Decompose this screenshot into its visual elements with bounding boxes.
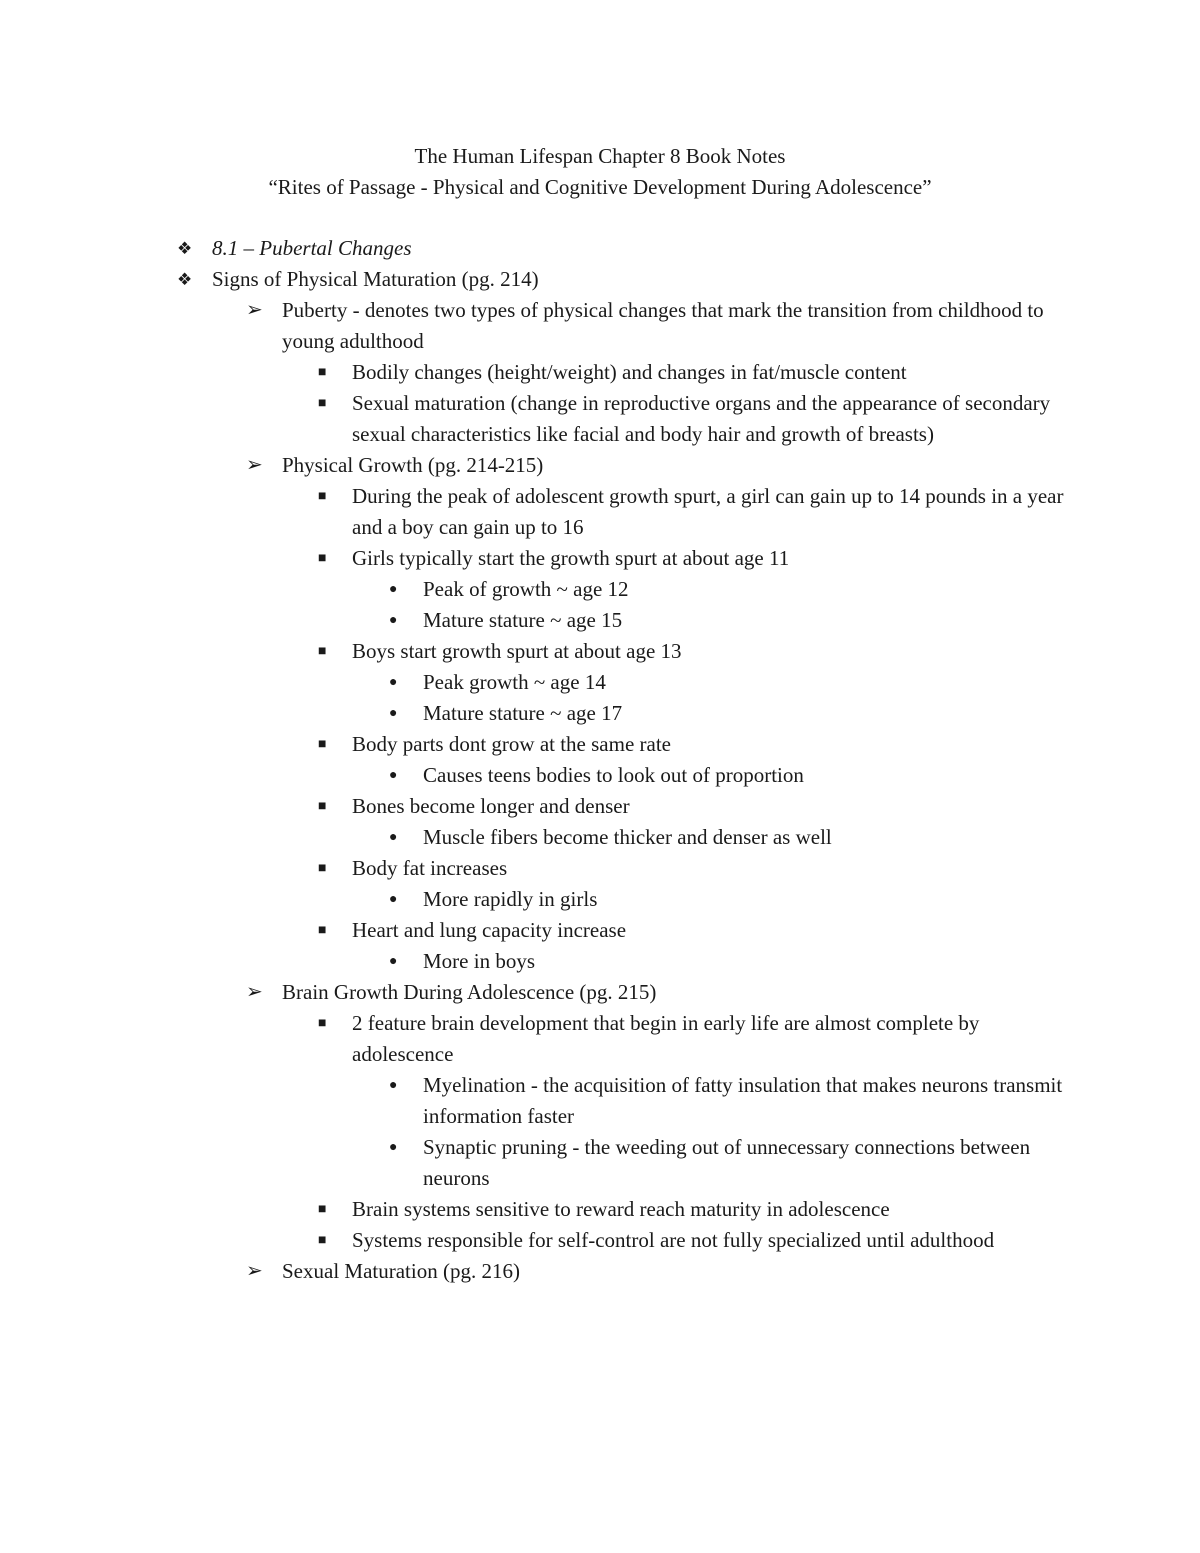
- diamond-icon: ❖: [177, 270, 193, 289]
- outline-item-text: 8.1 – Pubertal Changes: [212, 236, 412, 260]
- outline-item: [0, 450, 1200, 481]
- outline-item: [0, 1070, 1200, 1132]
- outline-item-text: During the peak of adolescent growth spurt, a girl can gain up to 14 pounds in a year and a boy can gain up to 16: [352, 484, 1064, 539]
- square-icon: ■: [318, 489, 327, 504]
- outline-item: [0, 543, 1200, 574]
- outline-item: [0, 605, 1200, 636]
- outline-item-text: Puberty - denotes two types of physical changes that mark the transition from childhood to young adulthood: [282, 298, 1044, 353]
- round-icon: ●: [389, 954, 398, 969]
- outline-item-text: Heart and lung capacity increase: [352, 918, 627, 942]
- outline-item: [0, 481, 1200, 543]
- outline-item-text: Body fat increases: [352, 856, 508, 880]
- document-title: [0, 141, 1200, 203]
- outline-item: [0, 1008, 1200, 1070]
- outline-item: [0, 1194, 1200, 1225]
- outline-item-text: Body parts dont grow at the same rate: [352, 732, 671, 756]
- arrow-icon: ➢: [246, 454, 263, 476]
- outline-item: [0, 574, 1200, 605]
- square-icon: ■: [318, 396, 327, 411]
- outline-item-text: Peak growth ~ age 14: [423, 670, 606, 694]
- outline-item-text: Bones become longer and denser: [352, 794, 630, 818]
- outline-item-text: Physical Growth (pg. 214-215): [282, 453, 544, 477]
- outline-item-text: More rapidly in girls: [423, 887, 598, 911]
- outline-item-text: Brain Growth During Adolescence (pg. 215): [282, 980, 657, 1004]
- square-icon: ■: [318, 861, 327, 876]
- outline-item: [0, 853, 1200, 884]
- outline-item-text: More in boys: [423, 949, 535, 973]
- outline-item: [0, 295, 1200, 357]
- arrow-icon: ➢: [246, 1260, 263, 1282]
- outline-item-text: Sexual maturation (change in reproductive organs and the appearance of secondary sexual characteristics like facial and body hair and growth of breasts): [352, 391, 1051, 446]
- outline-item: [0, 729, 1200, 760]
- outline-item: [0, 946, 1200, 977]
- outline-item: [0, 1132, 1200, 1194]
- square-icon: ■: [318, 1202, 327, 1217]
- square-icon: ■: [318, 1016, 327, 1031]
- outline-item: [0, 884, 1200, 915]
- arrow-icon: ➢: [246, 299, 263, 321]
- outline-item-text: Signs of Physical Maturation (pg. 214): [212, 267, 539, 291]
- outline-item: [0, 698, 1200, 729]
- outline-item-text: Mature stature ~ age 15: [423, 608, 623, 632]
- outline-item: [0, 667, 1200, 698]
- square-icon: ■: [318, 644, 327, 659]
- outline-item: [0, 636, 1200, 667]
- round-icon: ●: [389, 675, 398, 690]
- outline-item: [0, 977, 1200, 1008]
- round-icon: ●: [389, 613, 398, 628]
- title-line-2: “Rites of Passage - Physical and Cognitive Development During Adolescence”: [268, 175, 932, 199]
- outline-item: [0, 264, 1200, 295]
- outline-item-text: Causes teens bodies to look out of proportion: [423, 763, 804, 787]
- outline-item-text: Systems responsible for self-control are not fully specialized until adulthood: [352, 1228, 995, 1252]
- outline-item-text: Muscle fibers become thicker and denser as well: [423, 825, 832, 849]
- outline-item-text: Synaptic pruning - the weeding out of unnecessary connections between neurons: [423, 1135, 1031, 1190]
- square-icon: ■: [318, 1233, 327, 1248]
- arrow-icon: ➢: [246, 981, 263, 1003]
- outline-item: [0, 233, 1200, 264]
- outline-item: [0, 388, 1200, 450]
- title-line-1: The Human Lifespan Chapter 8 Book Notes: [414, 144, 786, 168]
- outline-item-text: Peak of growth ~ age 12: [423, 577, 629, 601]
- square-icon: ■: [318, 799, 327, 814]
- outline-item: [0, 822, 1200, 853]
- outline-item: [0, 915, 1200, 946]
- diamond-icon: ❖: [177, 239, 193, 258]
- outline-item: [0, 1225, 1200, 1256]
- notes-outline: [0, 233, 1200, 1287]
- round-icon: ●: [389, 1140, 398, 1155]
- outline-item-text: Girls typically start the growth spurt at about age 11: [352, 546, 790, 570]
- round-icon: ●: [389, 582, 398, 597]
- outline-item: [0, 791, 1200, 822]
- round-icon: ●: [389, 706, 398, 721]
- outline-item-text: Myelination - the acquisition of fatty insulation that makes neurons transmit information faster: [423, 1073, 1063, 1128]
- outline-item: [0, 1256, 1200, 1287]
- outline-item-text: Boys start growth spurt at about age 13: [352, 639, 682, 663]
- outline-item-text: Sexual Maturation (pg. 216): [282, 1259, 520, 1283]
- outline-item: [0, 760, 1200, 791]
- outline-item-text: Bodily changes (height/weight) and changes in fat/muscle content: [352, 360, 907, 384]
- outline-item-text: Mature stature ~ age 17: [423, 701, 623, 725]
- square-icon: ■: [318, 551, 327, 566]
- square-icon: ■: [318, 737, 327, 752]
- outline-item-text: Brain systems sensitive to reward reach maturity in adolescence: [352, 1197, 890, 1221]
- round-icon: ●: [389, 768, 398, 783]
- outline-item-text: 2 feature brain development that begin in early life are almost complete by adolescence: [352, 1011, 980, 1066]
- round-icon: ●: [389, 892, 398, 907]
- square-icon: ■: [318, 365, 327, 380]
- square-icon: ■: [318, 923, 327, 938]
- outline-item: [0, 357, 1200, 388]
- round-icon: ●: [389, 1078, 398, 1093]
- round-icon: ●: [389, 830, 398, 845]
